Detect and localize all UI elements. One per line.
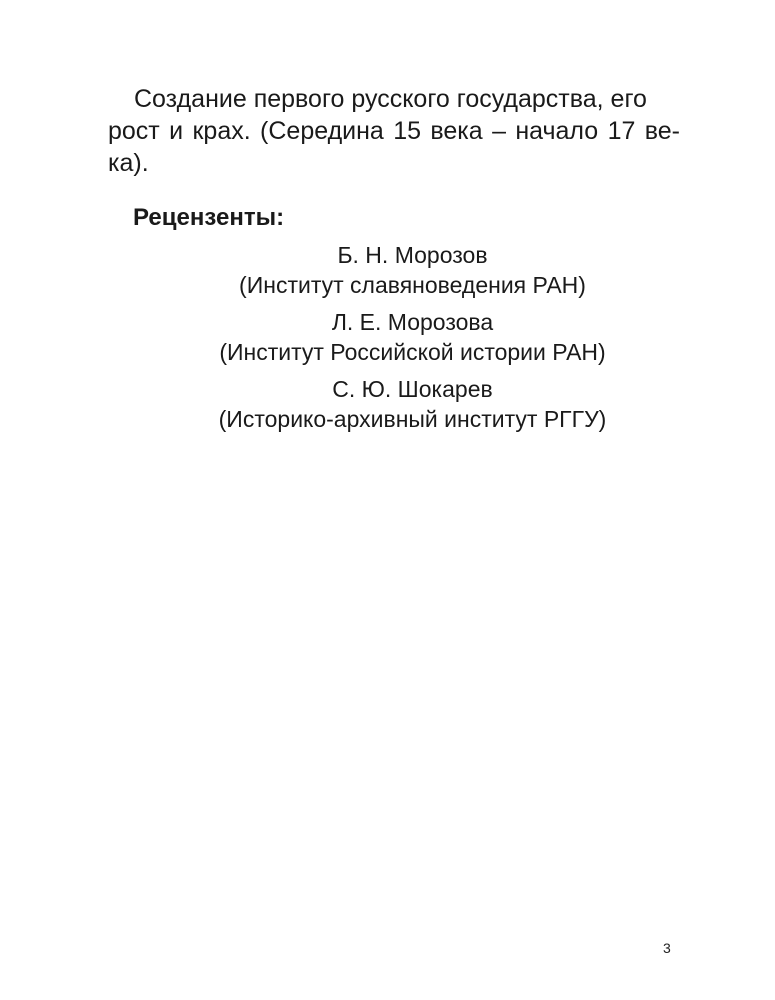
reviewer-name: С. Ю. Шокарев (332, 376, 493, 402)
reviewer-name: Л. Е. Морозова (331, 309, 494, 335)
page-number: 3 (663, 940, 671, 956)
title-line: рост и крах. (Середина 15 века – начало 17 ве- (108, 117, 680, 145)
reviewer-entry (160, 374, 665, 434)
book-title (108, 83, 680, 179)
reviewer-entry (160, 307, 665, 367)
reviewer-entry (160, 240, 665, 300)
reviewers-heading: Рецензенты: (133, 204, 285, 231)
reviewers-list (160, 240, 665, 441)
reviewer-name: Б. Н. Морозов (337, 242, 488, 268)
reviewer-affiliation: (Историко-архивный институт РГГУ) (218, 406, 607, 432)
title-line: ка). (108, 149, 149, 177)
reviewer-affiliation: (Институт Российской истории РАН) (219, 339, 606, 365)
title-line: Создание первого русского государства, его (134, 85, 647, 113)
reviewer-affiliation: (Институт славяноведения РАН) (239, 272, 586, 298)
